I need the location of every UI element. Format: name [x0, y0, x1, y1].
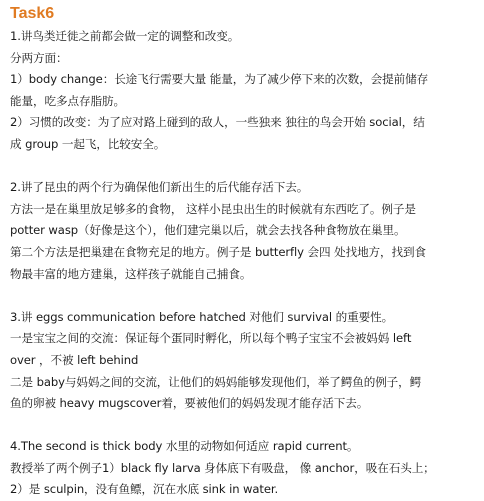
- text-line: 第二个方法是把巢建在食物充足的地方。例子是 butterfly 会四 处找地方，找到食: [10, 244, 427, 259]
- text-line: 鱼的卵被 heavy mugscover着，要被他们的妈妈发现才能存活下去。: [10, 396, 369, 411]
- text-line: 3.讲 eggs communication before hatched 对他们 survival 的重要性。: [10, 309, 394, 324]
- paragraph-gap: [10, 415, 478, 437]
- text-line: 二是 baby与妈妈之间的交流，让他们的妈妈能够发现他们，举了鳄鱼的例子，鳄: [10, 374, 422, 389]
- text-line: 教授举了两个例子1）black fly larva 身体底下有吸盘， 像 anchor，吸在石头上；: [10, 460, 435, 475]
- document-title: Task6: [10, 5, 55, 22]
- text-line: 成 group 一起飞，比较安全。: [10, 136, 166, 151]
- text-line: 4.The second is thick body 水里的动物如何适应 rapid current。: [10, 439, 359, 454]
- text-line: 分两方面：: [10, 50, 68, 65]
- text-line: 能量，吃多点存脂肪。: [10, 93, 125, 108]
- text-line: 1）body change：长途飞行需要大量 能量，为了减少停下来的次数，会提前储存: [10, 72, 429, 87]
- text-line: 一是宝宝之间的交流：保证每个蛋同时孵化，所以每个鸭子宝宝不会被妈妈 left: [10, 331, 412, 346]
- text-line: 2）是 sculpin，没有鱼鳔，沉在水底 sink in water.: [10, 482, 279, 497]
- paragraph-gap: [10, 285, 478, 307]
- text-line: 1.讲鸟类迁徙之前都会做一定的调整和改变。: [10, 29, 240, 43]
- text-line: 2.讲了昆虫的两个行为确保他们新出生的后代能存活下去。: [10, 180, 309, 195]
- text-line: 方法一是在巢里放足够多的食物， 这样小昆虫出生的时候就有东西吃了。例子是: [10, 201, 416, 216]
- text-line: 物最丰富的地方建巢，这样孩子就能自己捕食。: [10, 266, 252, 281]
- text-line: 2）习惯的改变：为了应对路上碰到的敌人，一些独来 独往的鸟会开始 social，结: [10, 115, 425, 130]
- paragraph-gap: [10, 156, 478, 178]
- text-line: over ，不被 left behind: [10, 352, 139, 367]
- text-line: potter wasp（好像是这个），他们建完巢以后，就会去找各种食物放在巢里。: [10, 223, 406, 238]
